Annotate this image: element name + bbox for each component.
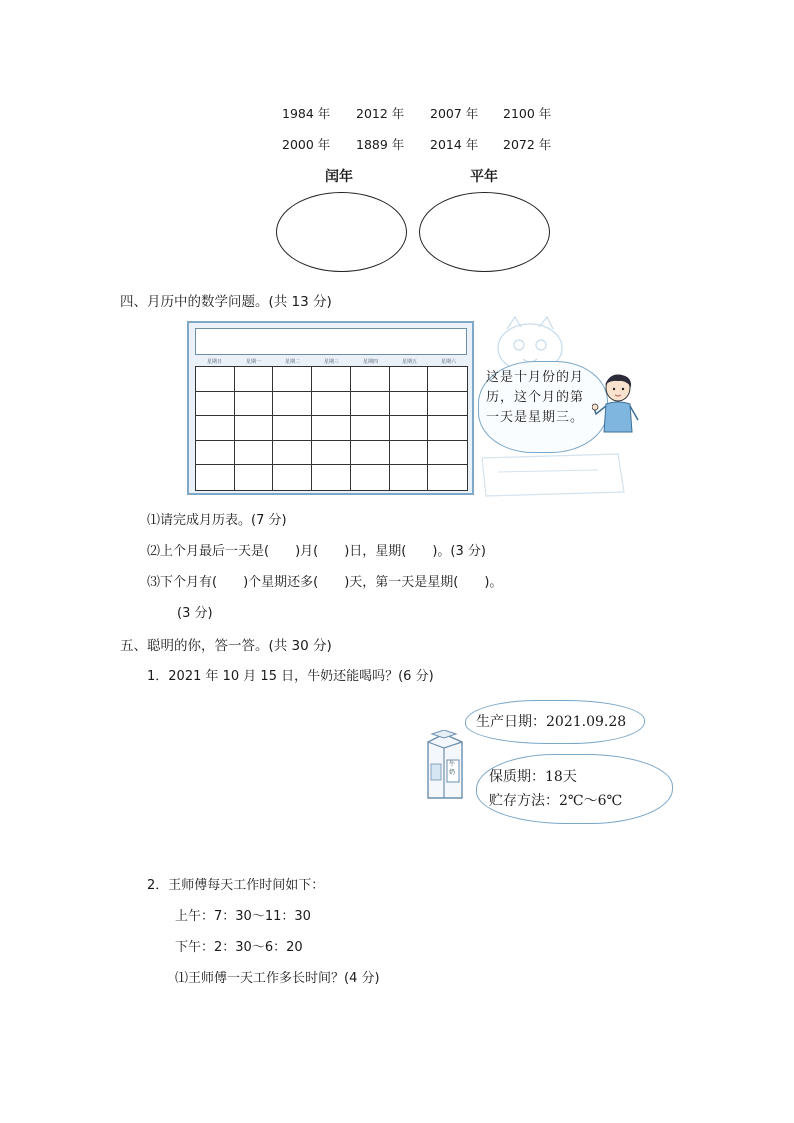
leap-year-oval[interactable] (276, 192, 407, 272)
work-time-morning: 上午：7：30～11：30 (175, 909, 311, 924)
calendar-day-cell[interactable] (390, 392, 429, 417)
calendar-day-cell[interactable] (235, 367, 274, 392)
calendar-day-cell[interactable] (312, 367, 351, 392)
milk-carton-label: 牛奶 (449, 761, 456, 776)
calendar-grid (195, 366, 468, 491)
weekday-tue: 星期二 (284, 359, 300, 365)
calendar-day-cell[interactable] (390, 441, 429, 466)
calendar-day-cell[interactable] (196, 465, 235, 490)
section-5-title: 五、聪明的你，答一答。(共 30 分) (120, 638, 332, 654)
calendar-day-cell[interactable] (351, 441, 390, 466)
weekday-sat: 星期六 (440, 359, 456, 365)
calendar-day-cell[interactable] (312, 392, 351, 417)
calendar-day-cell[interactable] (273, 416, 312, 441)
weekday-mon: 星期一 (245, 359, 261, 365)
year-2012: 2012 年 (356, 106, 405, 121)
calendar-day-cell[interactable] (273, 392, 312, 417)
calendar-day-cell[interactable] (312, 465, 351, 490)
year-2000: 2000 年 (282, 137, 331, 152)
year-2007: 2007 年 (430, 106, 479, 121)
speech-bubble-text: 这是十月份的月历，这个月的第一天是星期三。 (486, 370, 585, 425)
weekday-wed: 星期三 (323, 359, 339, 365)
leap-year-label: 闰年 (325, 169, 353, 185)
year-2014: 2014 年 (430, 137, 479, 152)
calendar-day-cell[interactable] (235, 392, 274, 417)
calendar-day-cell[interactable] (235, 441, 274, 466)
calendar-day-cell[interactable] (390, 416, 429, 441)
calendar-day-cell[interactable] (312, 441, 351, 466)
boy-illustration (592, 372, 642, 442)
desk-outline-illustration (478, 452, 628, 498)
calendar-day-cell[interactable] (351, 392, 390, 417)
calendar-day-cell[interactable] (428, 367, 467, 392)
shelf-life-cloud (476, 754, 673, 824)
calendar-day-cell[interactable] (196, 416, 235, 441)
shelf-life-text: 保质期：18天 (489, 769, 577, 785)
milk-carton-illustration (420, 730, 470, 802)
calendar-day-cell[interactable] (235, 416, 274, 441)
question-4-1: ⑴请完成月历表。(7 分) (147, 513, 287, 528)
weekday-thu: 星期四 (362, 359, 378, 365)
calendar-day-cell[interactable] (428, 392, 467, 417)
common-year-oval[interactable] (419, 192, 550, 272)
calendar-day-cell[interactable] (351, 465, 390, 490)
calendar-day-cell[interactable] (351, 367, 390, 392)
production-date-text: 生产日期：2021.09.28 (476, 714, 627, 730)
year-1984: 1984 年 (282, 106, 331, 121)
calendar-day-cell[interactable] (428, 416, 467, 441)
calendar-day-cell[interactable] (235, 465, 274, 490)
calendar-day-cell[interactable] (390, 465, 429, 490)
calendar-title-box[interactable] (195, 328, 467, 355)
problem-1: 1．2021 年 10 月 15 日，牛奶还能喝吗？(6 分) (147, 669, 434, 684)
calendar-day-cell[interactable] (273, 465, 312, 490)
year-2100: 2100 年 (503, 106, 552, 121)
calendar-weekday-header (195, 358, 468, 366)
problem-2: 2．王师傅每天工作时间如下： (147, 878, 325, 893)
calendar-day-cell[interactable] (196, 392, 235, 417)
question-4-3: ⑶下个月有( )个星期还多( )天，第一天是星期( )。 (147, 575, 503, 590)
calendar-day-cell[interactable] (351, 416, 390, 441)
question-4-2: ⑵上个月最后一天是( )月( )日，星期( )。(3 分) (147, 544, 486, 559)
calendar-day-cell[interactable] (196, 367, 235, 392)
calendar-day-cell[interactable] (273, 441, 312, 466)
work-time-afternoon: 下午：2：30～6：20 (175, 940, 303, 955)
calendar-day-cell[interactable] (312, 416, 351, 441)
storage-method-text: 贮存方法：2℃～6℃ (489, 793, 623, 809)
common-year-label: 平年 (470, 169, 498, 185)
calendar-day-cell[interactable] (428, 441, 467, 466)
year-1889: 1889 年 (356, 137, 405, 152)
problem-2-question-1: ⑴王师傅一天工作多长时间？(4 分) (175, 971, 380, 986)
calendar-day-cell[interactable] (428, 465, 467, 490)
calendar-day-cell[interactable] (390, 367, 429, 392)
weekday-fri: 星期五 (401, 359, 417, 365)
weekday-sun: 星期日 (206, 359, 222, 365)
question-4-3-points: (3 分) (177, 606, 213, 621)
section-4-title: 四、月历中的数学问题。(共 13 分) (120, 294, 332, 310)
year-2072: 2072 年 (503, 137, 552, 152)
calendar-day-cell[interactable] (196, 441, 235, 466)
calendar-day-cell[interactable] (273, 367, 312, 392)
